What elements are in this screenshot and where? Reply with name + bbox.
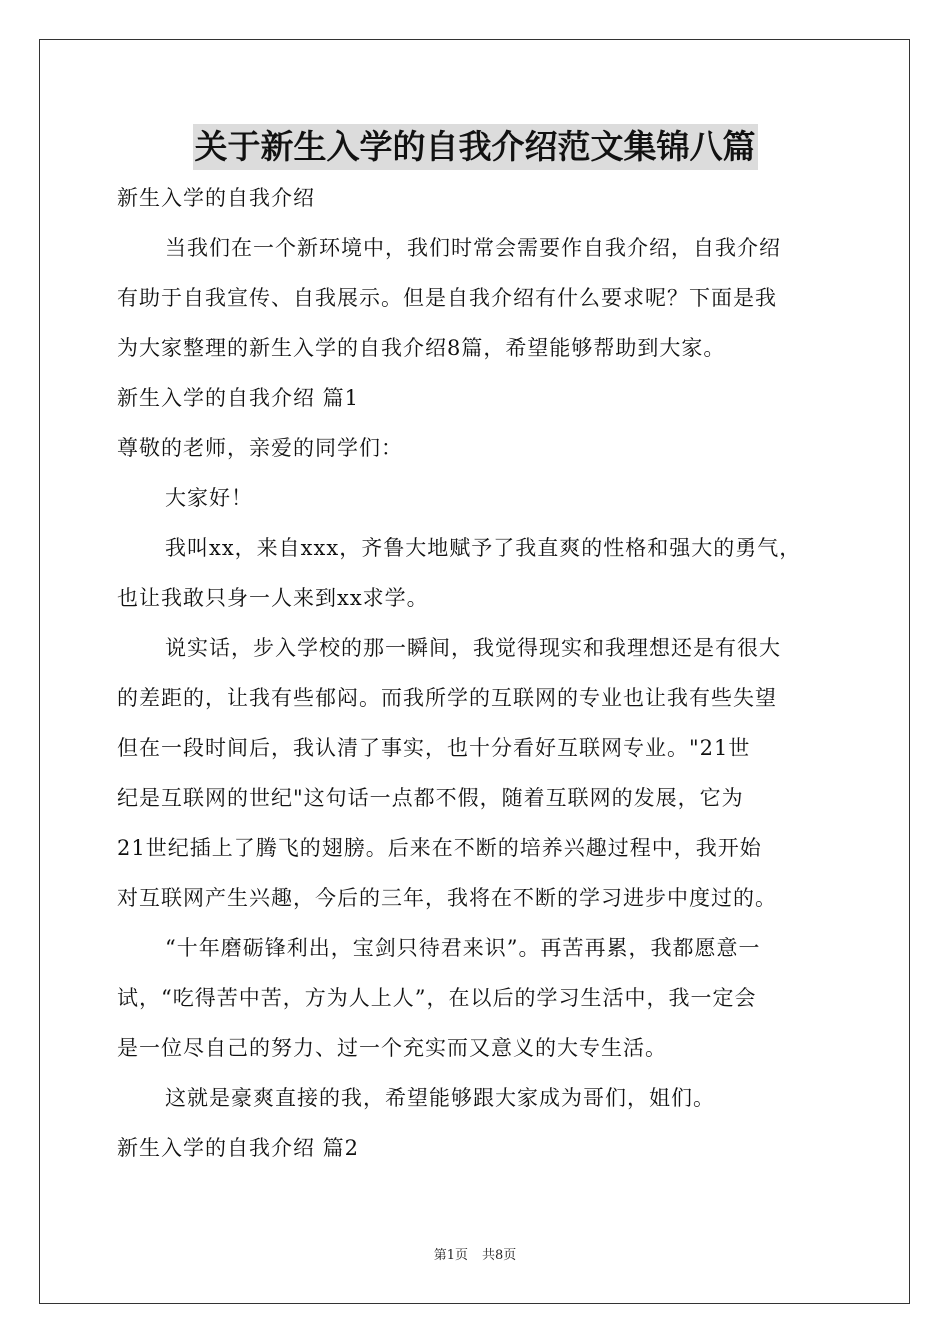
text-line: 也让我敢只身一人来到xx求学。 xyxy=(117,586,429,610)
page-footer xyxy=(0,1247,950,1265)
text-line: 有助于自我宣传、自我展示。但是自我介绍有什么要求呢？下面是我 xyxy=(117,286,777,310)
text-line: “十年磨砺锋利出，宝剑只待君来识”。再苦再累，我都愿意一 xyxy=(165,936,761,960)
text-line: 试，“吃得苦中苦，方为人上人”，在以后的学习生活中，我一定会 xyxy=(117,986,757,1010)
text-line: 这就是豪爽直接的我，希望能够跟大家成为哥们，姐们。 xyxy=(165,1086,715,1110)
document-title: 关于新生入学的自我介绍范文集锦八篇 xyxy=(193,124,758,170)
text-line: 当我们在一个新环境中，我们时常会需要作自我介绍，自我介绍 xyxy=(165,236,781,260)
text-line: 我叫xx，来自xxx，齐鲁大地赋予了我直爽的性格和强大的勇气， xyxy=(165,536,802,560)
text-line: 说实话，步入学校的那一瞬间，我觉得现实和我理想还是有很大 xyxy=(165,636,781,660)
section-heading: 新生入学的自我介绍 篇1 xyxy=(117,386,360,410)
document-body xyxy=(117,173,835,1173)
text-line: 新生入学的自我介绍 xyxy=(117,186,315,210)
text-line: 的差距的，让我有些郁闷。而我所学的互联网的专业也让我有些失望 xyxy=(117,686,777,710)
text-line: 对互联网产生兴趣，今后的三年，我将在不断的学习进步中度过的。 xyxy=(117,886,777,910)
text-line: 为大家整理的新生入学的自我介绍8篇，希望能够帮助到大家。 xyxy=(117,336,726,360)
text-line: 21世纪插上了腾飞的翅膀。后来在不断的培养兴趣过程中，我开始 xyxy=(117,836,762,860)
page-number: 第1页 xyxy=(433,1248,468,1263)
title-container xyxy=(0,124,950,170)
text-line: 是一位尽自己的努力、过一个充实而又意义的大专生活。 xyxy=(117,1036,667,1060)
text-line: 但在一段时间后，我认清了事实，也十分看好互联网专业。"21世 xyxy=(117,736,751,760)
greeting: 大家好！ xyxy=(165,486,253,510)
salutation: 尊敬的老师，亲爱的同学们： xyxy=(117,436,403,460)
page-total: 共8页 xyxy=(482,1248,517,1263)
section-heading: 新生入学的自我介绍 篇2 xyxy=(117,1136,360,1160)
text-line: 纪是互联网的世纪"这句话一点都不假，随着互联网的发展，它为 xyxy=(117,786,744,810)
